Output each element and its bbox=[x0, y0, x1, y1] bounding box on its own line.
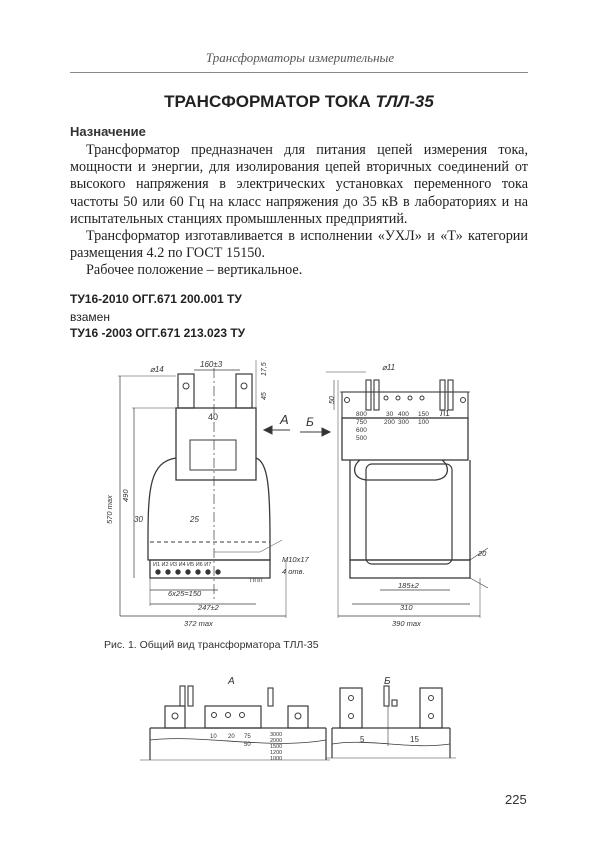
side-ratio-c2-1: 200 bbox=[384, 419, 395, 426]
view-b-label: Б bbox=[384, 676, 391, 687]
view-a-value-10: 10 bbox=[210, 734, 217, 740]
title-main: ТРАНСФОРМАТОР ТОКА bbox=[164, 92, 376, 111]
view-b-value-right: 15 bbox=[410, 735, 419, 744]
front-dim-6x25-label: 6х25=150 bbox=[168, 589, 202, 598]
front-window bbox=[190, 440, 236, 470]
tu-spec-current: ТУ16-2010 ОГГ.671 200.001 ТУ bbox=[70, 292, 242, 306]
front-dim-25-label: 25 bbox=[190, 515, 199, 524]
view-a-value-2000: 2000 bbox=[270, 738, 283, 744]
paragraph-execution: Трансформатор изготавливается в исполнении «УХЛ» и «Т» категории размещения 4.2 по ГОСТ 15150. bbox=[70, 228, 528, 262]
side-dim-185-label: 185±2 bbox=[398, 581, 419, 590]
tu-spec-old: ТУ16 -2003 ОГГ.671 213.023 ТУ bbox=[70, 326, 246, 340]
view-b-labels bbox=[360, 676, 419, 744]
paragraph-purpose: Трансформатор предназначен для питания цепей измерения тока, мощности и энергии, для изолирования цепей вторичных соединений от высокого напряжения в электрических установках переменного тока частоты 50 или 60 Гц на класс напряжения до 35 кВ в лабораториях и на испытательных станциях промышленных предприятий. bbox=[70, 142, 528, 227]
side-ratio-c4-0: 150 bbox=[418, 411, 429, 418]
front-dia-label: ⌀14 bbox=[150, 365, 164, 374]
side-angle-label: 20 bbox=[478, 549, 487, 558]
view-a-value-50: 50 bbox=[244, 742, 251, 748]
view-a-value-1000: 1000 bbox=[270, 756, 283, 762]
front-thread-label: M10x17 bbox=[282, 555, 309, 564]
tu-replaces: взамен bbox=[70, 310, 110, 324]
front-dim-17-5-label: 17,5 bbox=[261, 362, 268, 376]
front-width-max-label: 372 max bbox=[184, 619, 213, 628]
side-ratio-c4-1: 100 bbox=[418, 419, 429, 426]
front-dim-247-label: 247±2 bbox=[198, 603, 219, 612]
title-model: ТЛЛ-35 bbox=[375, 92, 434, 111]
side-terminal-2 bbox=[374, 380, 379, 410]
side-width-max-label: 390 max bbox=[392, 619, 421, 628]
side-dim-50-label: 50 bbox=[329, 396, 336, 404]
front-terminals-label: И1 И2 И3 И4 И5 И6 И7 bbox=[153, 562, 212, 568]
side-ratio-c3-1: 300 bbox=[398, 419, 409, 426]
running-header: Трансформаторы измерительные bbox=[205, 50, 395, 65]
side-view bbox=[300, 372, 488, 618]
front-dim-45-label: 45 bbox=[261, 392, 268, 400]
front-body bbox=[148, 458, 270, 560]
front-top-dim-label: 160±3 bbox=[200, 360, 223, 369]
figure-caption: Рис. 1. Общий вид трансформатора ТЛЛ-35 bbox=[104, 639, 319, 651]
side-view-labels bbox=[306, 363, 487, 628]
front-holes-label: 4 отв. bbox=[282, 567, 305, 576]
front-height-490-label: 490 bbox=[121, 489, 130, 502]
view-a-labels bbox=[210, 676, 282, 762]
view-a-value-20: 20 bbox=[228, 734, 235, 740]
side-terminal-4 bbox=[448, 380, 453, 410]
front-dim-30-label: 30 bbox=[134, 515, 143, 524]
side-ratio-c1-0: 800 bbox=[356, 411, 367, 418]
view-a-value-1200: 1200 bbox=[270, 750, 283, 756]
side-ratio-c3-0: 400 bbox=[398, 411, 409, 418]
page-number: 225 bbox=[505, 792, 527, 807]
front-terminal-dots bbox=[156, 570, 220, 574]
view-a bbox=[140, 686, 330, 760]
view-a-value-3000: 3000 bbox=[270, 732, 283, 738]
front-height-max-label: 570 max bbox=[105, 495, 114, 524]
side-ratio-c2-0: 30 bbox=[386, 411, 394, 418]
front-view-a-label: A bbox=[280, 412, 289, 427]
paragraph-position: Рабочее положение – вертикальное. bbox=[86, 262, 303, 278]
front-plate-label: ППЛ bbox=[250, 578, 263, 584]
section-heading: Назначение bbox=[70, 124, 146, 139]
side-dia-label: ⌀11 bbox=[382, 363, 396, 372]
side-ratio-c1-1: 750 bbox=[356, 419, 367, 426]
view-a-value-1500: 1500 bbox=[270, 744, 283, 750]
front-terminal-left bbox=[178, 374, 194, 408]
front-label-40: 40 bbox=[208, 412, 219, 422]
side-view-b-label: Б bbox=[306, 415, 314, 429]
view-b bbox=[326, 686, 456, 758]
view-a-label: А bbox=[228, 676, 235, 687]
side-terminal-3 bbox=[440, 380, 445, 410]
view-b-value-left: 5 bbox=[360, 735, 365, 744]
side-ratio-c1-3: 500 bbox=[356, 435, 367, 442]
side-dim-310-label: 310 bbox=[400, 603, 413, 612]
side-terminal-l1-label: Л1 bbox=[440, 409, 450, 418]
view-a-value-75: 75 bbox=[244, 734, 251, 740]
front-terminal-right bbox=[236, 374, 252, 408]
front-view-labels bbox=[105, 360, 310, 628]
side-terminal-1 bbox=[366, 380, 371, 410]
side-ratio-c1-2: 600 bbox=[356, 427, 367, 434]
